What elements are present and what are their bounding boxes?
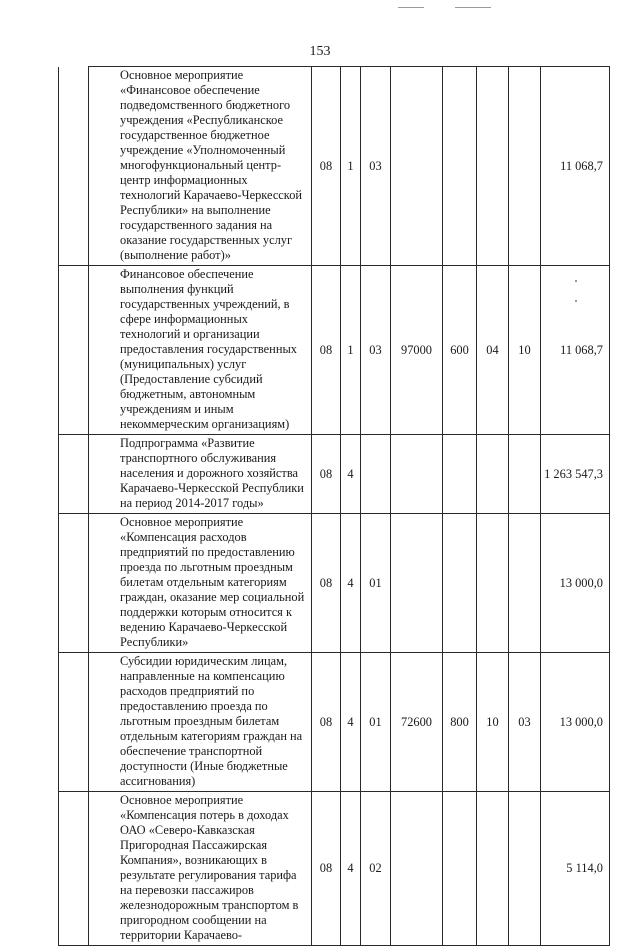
row-index-cell [59, 67, 89, 266]
code-measure: 03 [361, 266, 391, 435]
row-description: Основное мероприятие «Финансовое обеспечение подведомственного бюджетного учреждения «Республиканское государственное бюджетное учреждение «Уполномоченный многофункциональный центр-центр информационных технологий Карачаево-Черкесской Республики» на выполнение государственного задания на оказание государственных услуг (выполнение работ)» [89, 67, 312, 266]
code-subprogram: 4 [341, 435, 361, 514]
amount-cell: 11 068,7 [541, 266, 610, 435]
code-section: 08 [312, 514, 341, 653]
code-subsection: 03 [509, 653, 541, 792]
row-description: Подпрограмма «Развитие транспортного обслуживания населения и дорожного хозяйства Карачаево-Черкесской Республики на период 2014-2017 годы» [89, 435, 312, 514]
code-subsection [509, 435, 541, 514]
budget-table [58, 66, 610, 946]
code-direction [391, 514, 443, 653]
table-row [59, 266, 610, 435]
row-index-cell [59, 435, 89, 514]
amount-cell: 13 000,0 [541, 653, 610, 792]
code-chapter [477, 514, 509, 653]
code-section: 08 [312, 792, 341, 946]
page-number: 153 [309, 44, 331, 59]
code-direction [391, 67, 443, 266]
code-expense-type: 800 [443, 653, 477, 792]
code-subprogram: 4 [341, 792, 361, 946]
table-row [59, 435, 610, 514]
code-measure: 01 [361, 514, 391, 653]
code-chapter [477, 792, 509, 946]
row-index-cell [59, 653, 89, 792]
code-expense-type: 600 [443, 266, 477, 435]
code-expense-type [443, 792, 477, 946]
code-subprogram: 1 [341, 67, 361, 266]
amount-cell: 5 114,0 [541, 792, 610, 946]
code-direction [391, 435, 443, 514]
row-description: Основное мероприятие «Компенсация расходов предприятий по предоставлению проезда по льготным проездным билетам отдельным категориям граждан, оказание мер социальной поддержки которым относится к ведению Карачаево-Черкесской Республики» [89, 514, 312, 653]
code-measure: 01 [361, 653, 391, 792]
row-index-cell [59, 266, 89, 435]
row-index-cell [59, 514, 89, 653]
code-chapter [477, 67, 509, 266]
code-chapter [477, 435, 509, 514]
row-description: Субсидии юридическим лицам, направленные на компенсацию расходов предприятий по предоставлению проезда по льготным проездным билетам отдельным категориям граждан на обеспечение транспортной доступности (Иные бюджетные ассигнования) [89, 653, 312, 792]
code-subprogram: 1 [341, 266, 361, 435]
code-subsection [509, 792, 541, 946]
code-subsection [509, 514, 541, 653]
code-section: 08 [312, 653, 341, 792]
code-subsection: 10 [509, 266, 541, 435]
code-subprogram: 4 [341, 653, 361, 792]
row-description: Финансовое обеспечение выполнения функций государственных учреждений, в сфере информационных технологий и организации предоставления государственных (муниципальных) услуг (Предоставление субсидий бюджетным, автономным учреждениям и иным некоммерческим организациям) [89, 266, 312, 435]
code-section: 08 [312, 266, 341, 435]
code-section: 08 [312, 435, 341, 514]
code-measure: 03 [361, 67, 391, 266]
code-subsection [509, 67, 541, 266]
code-direction: 72600 [391, 653, 443, 792]
code-chapter: 04 [477, 266, 509, 435]
row-index-cell [59, 792, 89, 946]
table-row [59, 792, 610, 946]
code-chapter: 10 [477, 653, 509, 792]
code-measure: 02 [361, 792, 391, 946]
code-direction [391, 792, 443, 946]
table-row [59, 514, 610, 653]
amount-cell: 11 068,7 [541, 67, 610, 266]
row-description: Основное мероприятие «Компенсация потерь в доходах ОАО «Северо-Кавказская Пригородная Пассажирская Компания», возникающих в результате регулирования тарифа на перевозки пассажиров железнодорожным транспортом в пригородном сообщении на территории Карачаево- [89, 792, 312, 946]
code-subprogram: 4 [341, 514, 361, 653]
code-expense-type [443, 435, 477, 514]
code-expense-type [443, 67, 477, 266]
table-row [59, 653, 610, 792]
code-measure [361, 435, 391, 514]
table-row [59, 67, 610, 266]
code-expense-type [443, 514, 477, 653]
amount-cell: 1 263 547,3 [541, 435, 610, 514]
code-section: 08 [312, 67, 341, 266]
code-direction: 97000 [391, 266, 443, 435]
amount-cell: 13 000,0 [541, 514, 610, 653]
